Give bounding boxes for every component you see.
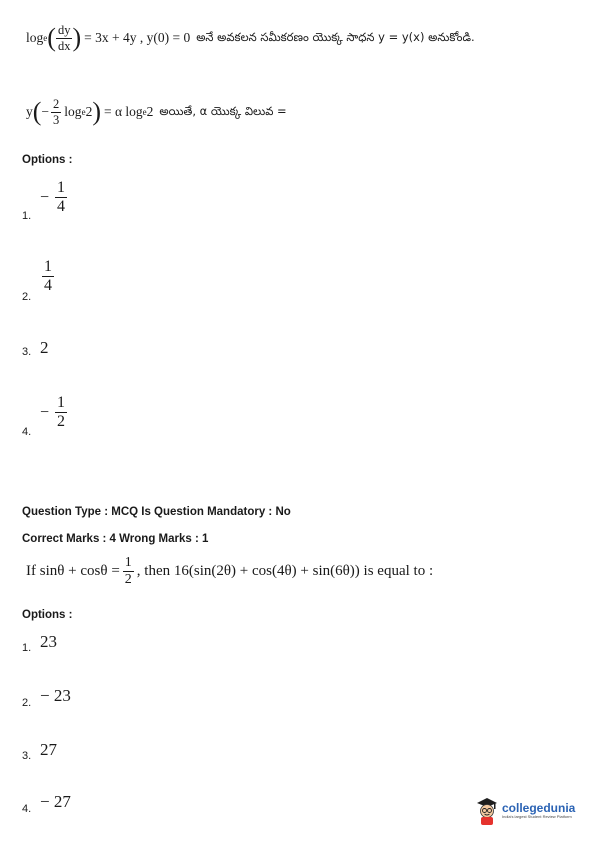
log-text: log <box>64 104 82 119</box>
collegedunia-logo[interactable] <box>474 796 575 826</box>
minus-sign: − <box>41 104 50 119</box>
brand-tagline: India's largest Student Review Platform <box>502 814 572 820</box>
question-suffix: , then 16(sin(2θ) + cos(4θ) + sin(6θ)) is equal to : <box>136 563 434 579</box>
log-text: log <box>26 30 44 45</box>
fraction <box>42 259 54 294</box>
q1-option-3-number: 3. <box>22 346 32 358</box>
q2-option-3-value[interactable]: 27 <box>40 740 57 759</box>
q2-option-3-number: 3. <box>22 750 32 762</box>
right-paren: ) <box>72 23 82 52</box>
two-thirds-fraction <box>51 98 61 126</box>
fraction <box>55 395 67 430</box>
fraction-numerator: 2 <box>53 97 60 111</box>
brand-name: collegedunia <box>502 801 576 816</box>
q2-option-1-value[interactable]: 23 <box>40 632 57 651</box>
q1-option-1-value[interactable] <box>40 180 67 215</box>
q2-question-text <box>26 556 433 587</box>
fraction-numerator: 1 <box>44 258 52 275</box>
q2-meta-marks: Correct Marks : 4 Wrong Marks : 1 <box>22 533 209 545</box>
q2-options-label: Options : <box>22 609 73 621</box>
equation-rhs: = 3x + 4y , y(0) = 0 <box>84 30 191 45</box>
q1-option-2-number: 2. <box>22 291 32 303</box>
mascot-icon <box>474 796 500 826</box>
q1-option-1-number: 1. <box>22 210 32 222</box>
half-fraction <box>123 556 134 587</box>
log-base: e <box>81 107 86 117</box>
q2-option-1-number: 1. <box>22 642 32 654</box>
question-prefix: If sinθ + cosθ = <box>26 563 120 579</box>
log-base: e <box>142 107 147 117</box>
y-text: y <box>26 104 33 119</box>
dx-denominator: dx <box>57 38 71 53</box>
log-argument: 2 <box>85 104 93 119</box>
left-paren: ( <box>47 23 56 52</box>
q2-meta-type: Question Type : MCQ Is Question Mandatory : No <box>22 506 291 518</box>
right-paren: ) <box>92 97 101 126</box>
q2-option-2-value[interactable]: − 23 <box>40 686 71 705</box>
dy-dx-fraction <box>56 24 73 52</box>
minus-sign: − <box>40 188 50 206</box>
q2-option-4-number: 4. <box>22 803 32 815</box>
log-argument: 2 <box>146 104 154 119</box>
fraction-denominator: 3 <box>53 112 60 127</box>
fraction-numerator: 1 <box>124 555 132 570</box>
fraction-denominator: 4 <box>57 198 66 215</box>
q1-statement-line2 <box>26 98 287 126</box>
q1-options-label: Options : <box>22 154 73 166</box>
q1-option-4-value[interactable] <box>40 395 67 430</box>
log-base: e <box>43 33 48 43</box>
fraction-denominator: 2 <box>124 572 132 587</box>
minus-sign: − <box>40 403 50 421</box>
telugu-statement: అయితే, α యొక్క విలువ = <box>159 103 287 118</box>
fraction-numerator: 1 <box>57 179 66 196</box>
q1-option-2-value[interactable] <box>42 259 54 294</box>
q1-option-3-value[interactable]: 2 <box>40 338 49 357</box>
q1-option-4-number: 4. <box>22 426 32 438</box>
q2-option-2-number: 2. <box>22 697 32 709</box>
fraction-numerator: 1 <box>57 394 66 411</box>
fraction-denominator: 4 <box>44 277 52 294</box>
q2-option-4-value[interactable]: − 27 <box>40 792 71 811</box>
telugu-statement: అనే అవకలన సమీకరణం యొక్క సాధన y = y(x) అనుకోండి. <box>196 29 475 44</box>
fraction <box>55 180 67 215</box>
alpha-log-text: = α log <box>103 104 143 119</box>
q1-statement-line1 <box>26 24 475 52</box>
fraction-denominator: 2 <box>57 413 66 430</box>
left-paren: ( <box>32 97 42 126</box>
dy-numerator: dy <box>57 23 71 37</box>
